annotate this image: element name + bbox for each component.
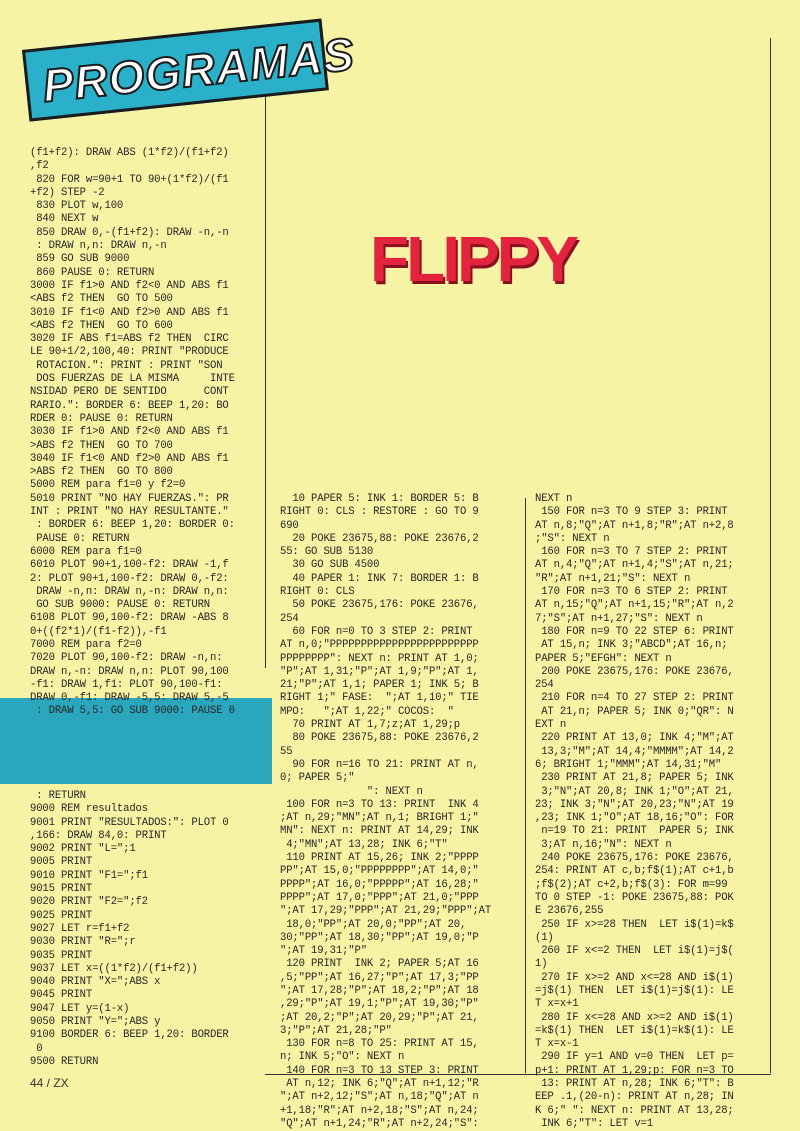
code-line: "P";AT 1,31;"P";AT 1,9;"P";AT 1, xyxy=(280,665,479,678)
code-line: "Q";AT n+1,24;"R";AT n+2,24;"S": xyxy=(280,1117,479,1130)
code-line: 6; BRIGHT 1;"MMM";AT 14,31;"M" xyxy=(535,758,722,771)
code-line: RDER 0: PAUSE 0: RETURN xyxy=(30,412,173,425)
code-line: INK 6;"T": LET v=1 xyxy=(535,1117,653,1130)
code-line: 23; INK 3;"N";AT 20,23;"N";AT 19 xyxy=(535,798,734,811)
code-line: DRAW n,-n: DRAW n,n: PLOT 90,100 xyxy=(30,665,229,678)
code-line: 50 POKE 23675,176: POKE 23676, xyxy=(280,599,479,612)
code-line: 850 DRAW 0,-(f1+f2): DRAW -n,-n xyxy=(30,226,229,239)
code-line: >ABS f2 THEN GO TO 700 xyxy=(30,439,173,452)
code-line: 9005 PRINT xyxy=(30,856,93,869)
code-line: 254 xyxy=(280,612,299,625)
code-line: ,166: DRAW 84,0: PRINT xyxy=(30,829,167,842)
code-line: : DRAW n,n: DRAW n,-n xyxy=(30,240,167,253)
code-line: ,f2 xyxy=(30,160,49,173)
code-line: AT 21,n; PAPER 5; INK 0;"QR": N xyxy=(535,705,734,718)
code-line: 9037 LET x=((1*f2)/(f1+f2)) xyxy=(30,962,198,975)
code-line: +1,18;"R";AT n+2,18;"S";AT n,24; xyxy=(280,1104,479,1117)
code-line: 210 FOR n=4 TO 27 STEP 2: PRINT xyxy=(535,692,734,705)
code-line: 7;"S";AT n+1,27;"S": NEXT n xyxy=(535,612,703,625)
code-line: 7000 REM para f2=0 xyxy=(30,638,142,651)
code-line: 250 IF x>=28 THEN LET i$(1)=k$ xyxy=(535,918,734,931)
code-line: 100 FOR n=3 TO 13: PRINT INK 4 xyxy=(280,798,479,811)
code-line: 3030 IF f1>0 AND f2<0 AND ABS f1 xyxy=(30,426,229,439)
code-line: "R";AT n+1,21;"S": NEXT n xyxy=(535,572,691,585)
code-line: 130 FOR n=8 TO 25: PRINT AT 15, xyxy=(280,1038,479,1051)
code-line: RARIO.": BORDER 6: BEEP 1,20: BO xyxy=(30,399,229,412)
code-line: n=19 TO 21: PRINT PAPER 5; INK xyxy=(535,825,734,838)
code-line: 9025 PRINT xyxy=(30,909,93,922)
code-line: 5000 REM para f1=0 y f2=0 xyxy=(30,479,186,492)
code-line: NSIDAD PERO DE SENTIDO CONT xyxy=(30,386,229,399)
code-line: LE 90+1/2,100,40: PRINT "PRODUCE xyxy=(30,346,229,359)
code-line: : DRAW 5,5: GO SUB 9000: PAUSE 0 xyxy=(30,705,235,718)
code-line: PAPER 5;"EFGH": NEXT n xyxy=(535,652,672,665)
code-line: 160 FOR n=3 TO 7 STEP 2: PRINT xyxy=(535,546,728,559)
column-divider-right xyxy=(770,38,771,1073)
code-line: 3000 IF f1>0 AND f2<0 AND ABS f1 xyxy=(30,279,229,292)
code-line: 40 PAPER 1: INK 7: BORDER 1: B xyxy=(280,572,479,585)
code-line: TO 0 STEP -1: POKE 23675,88: POK xyxy=(535,891,734,904)
code-line: 830 PLOT w,100 xyxy=(30,200,124,213)
column-divider-mid xyxy=(525,498,526,1073)
code-line: ": NEXT n xyxy=(280,785,423,798)
code-line: 110 PRINT AT 15,26; INK 2;"PPPP xyxy=(280,852,479,865)
code-line: 6010 PLOT 90+1,100-f2: DRAW -1,f xyxy=(30,559,229,572)
code-line: 840 NEXT w xyxy=(30,213,99,226)
code-line: 9015 PRINT xyxy=(30,883,93,896)
code-line: 9500 RETURN xyxy=(30,1055,99,1068)
code-line: EEP .1,(20-n): PRINT AT n,28; IN xyxy=(535,1091,734,1104)
code-line: 230 PRINT AT 21,8; PAPER 5; INK xyxy=(535,772,734,785)
code-line: 170 FOR n=3 TO 6 STEP 2: PRINT xyxy=(535,586,728,599)
code-line: =j$(1) THEN LET i$(1)=j$(1): LE xyxy=(535,984,734,997)
code-line: AT n,12; INK 6;"Q";AT n+1,12;"R xyxy=(280,1078,479,1091)
code-line: 9000 REM resultados xyxy=(30,803,148,816)
code-line: ;AT n,29;"MN";AT n,1; BRIGHT 1;" xyxy=(280,812,479,825)
code-line: 3;"N";AT 20,8; INK 1;"O";AT 21, xyxy=(535,785,734,798)
code-line: MN": NEXT n: PRINT AT 14,29; INK xyxy=(280,825,479,838)
page-number: 44 / ZX xyxy=(30,1076,69,1090)
code-line: 270 IF x>=2 AND x<=28 AND i$(1) xyxy=(535,971,734,984)
code-line: RIGHT 0: CLS xyxy=(280,586,355,599)
code-line: 200 POKE 23675,176: POKE 23676, xyxy=(535,665,734,678)
code-line: K 6;" ": NEXT n: PRINT AT 13,28; xyxy=(535,1104,734,1117)
code-line: DOS FUERZAS DE LA MISMA INTE xyxy=(30,373,235,386)
code-line: ,5;"PP";AT 16,27;"P";AT 17,3;"PP xyxy=(280,971,479,984)
code-column-1-bottom xyxy=(30,790,229,1069)
code-line: DRAW -n,n: DRAW n,-n: DRAW n,n: xyxy=(30,585,229,598)
code-line: >ABS f2 THEN GO TO 800 xyxy=(30,466,173,479)
code-line: ;AT 20,2;"P";AT 20,29;"P";AT 21, xyxy=(280,1011,479,1024)
code-line: 13: PRINT AT n,28; INK 6;"T": B xyxy=(535,1078,734,1091)
column-divider-left xyxy=(265,38,266,668)
code-line: 13,3;"M";AT 14,4;"MMMM";AT 14,2 xyxy=(535,745,734,758)
code-line: 9001 PRINT "RESULTADOS:": PLOT 0 xyxy=(30,816,229,829)
code-line: 9045 PRINT xyxy=(30,989,93,1002)
code-line: 60 FOR n=0 TO 3 STEP 2: PRINT xyxy=(280,625,473,638)
code-line: AT n,0;"PPPPPPPPPPPPPPPPPPPPPPPP xyxy=(280,639,479,652)
code-line: DRAW 0,-f1: DRAW -5,5: DRAW 5,-5 xyxy=(30,692,229,705)
code-line: 220 PRINT AT 13,0; INK 4;"M";AT xyxy=(535,732,734,745)
article-title-text: FLIPPY xyxy=(370,223,577,295)
code-line: +f2) STEP -2 xyxy=(30,186,105,199)
code-line: 21;"P";AT 1,1; PAPER 1; INK 5; B xyxy=(280,679,479,692)
code-line: 4;"MN";AT 13,28; INK 6;"T" xyxy=(280,838,448,851)
code-line: n; INK 5;"O": NEXT n xyxy=(280,1051,405,1064)
code-line: 860 PAUSE 0: RETURN xyxy=(30,266,155,279)
code-line: 9040 PRINT "X=";ABS x xyxy=(30,976,161,989)
code-line: 280 IF x<=28 AND x>=2 AND i$(1) xyxy=(535,1011,734,1024)
code-line: PPPP";AT 16,0;"PPPPP";AT 16,28;" xyxy=(280,878,479,891)
code-line: AT n,8;"Q";AT n+1,8;"R";AT n+2,8 xyxy=(535,519,734,532)
code-line: ,23; INK 1;"O";AT 18,16;"O": FOR xyxy=(535,812,734,825)
code-line: PAUSE 0: RETURN xyxy=(30,532,130,545)
section-title: PROGRAMAS xyxy=(40,27,358,112)
code-line: 150 FOR n=3 TO 9 STEP 3: PRINT xyxy=(535,506,728,519)
code-line: ;f$(2);AT c+2,b;f$(3): FOR m=99 xyxy=(535,878,728,891)
code-line: 18,0;"PP";AT 20,0;"PP";AT 20, xyxy=(280,918,467,931)
code-line: 9010 PRINT "F1=";f1 xyxy=(30,869,148,882)
code-line: 2: PLOT 90+1,100-f2: DRAW 0,-f2: xyxy=(30,572,229,585)
code-line: 10 PAPER 5: INK 1: BORDER 5: B xyxy=(280,493,479,505)
code-line: ,29;"P";AT 19,1;"P";AT 19,30;"P" xyxy=(280,998,479,1011)
code-line: 30;"PP";AT 18,30;"PP";AT 19,0;"P xyxy=(280,931,479,944)
code-line: PPPPPPPP": NEXT n: PRINT AT 1,0; xyxy=(280,652,479,665)
code-line: 9030 PRINT "R=";r xyxy=(30,936,136,949)
article-title xyxy=(370,222,577,297)
code-line: 240 POKE 23675,176: POKE 23676, xyxy=(535,852,734,865)
code-column-2 xyxy=(280,493,491,1131)
code-line: 9027 LET r=f1+f2 xyxy=(30,922,130,935)
code-line: ";AT 17,28;"P";AT 18,2;"P";AT 18 xyxy=(280,984,479,997)
code-line: 9100 BORDER 6: BEEP 1,20: BORDER xyxy=(30,1029,229,1042)
code-line: (1) xyxy=(535,931,554,944)
code-line: (f1+f2): DRAW ABS (1*f2)/(f1+f2) xyxy=(30,147,229,159)
section-banner xyxy=(22,19,358,122)
code-line: 690 xyxy=(280,519,299,532)
code-line: PPPP";AT 17,0;"PPP";AT 21,0;"PPP xyxy=(280,891,479,904)
code-line: 0; PAPER 5;" xyxy=(280,772,355,785)
code-line: 55 xyxy=(280,745,293,758)
code-line: ";AT 17,29;"PPP";AT 21,29;"PPP";AT xyxy=(280,905,492,918)
code-line: ROTACION.": PRINT : PRINT "SON xyxy=(30,359,223,372)
code-line: NEXT n xyxy=(535,493,573,505)
code-line: : RETURN xyxy=(30,790,86,802)
code-line: T x=x+1 xyxy=(535,998,579,1011)
code-line: 290 IF y=1 AND v=0 THEN LET p= xyxy=(535,1051,734,1064)
code-line: T x=x-1 xyxy=(535,1038,579,1051)
code-line: 254 xyxy=(535,679,554,692)
code-line: 7020 PLOT 90,100-f2: DRAW -n,n: xyxy=(30,652,223,665)
code-line: 120 PRINT INK 2; PAPER 5;AT 16 xyxy=(280,958,479,971)
code-line: 254: PRINT AT c,b;f$(1);AT c+1,b xyxy=(535,865,734,878)
code-line: 9020 PRINT "F2=";f2 xyxy=(30,896,148,909)
code-line: 1) xyxy=(535,958,548,971)
code-line: 3010 IF f1<0 AND f2>0 AND ABS f1 xyxy=(30,306,229,319)
code-line: INT : PRINT "NO HAY RESULTANTE." xyxy=(30,506,229,519)
code-line: 55: GO SUB 5130 xyxy=(280,546,374,559)
code-line: p+1: PRINT AT 1,29;p: FOR n=3 TO xyxy=(535,1064,734,1077)
code-line: 5010 PRINT "NO HAY FUERZAS.": PR xyxy=(30,492,229,505)
code-line: 260 IF x<=2 THEN LET i$(1)=j$( xyxy=(535,945,734,958)
code-line: 6108 PLOT 90,100-f2: DRAW -ABS 8 xyxy=(30,612,229,625)
code-line: 3;"P";AT 21,28;"P" xyxy=(280,1024,392,1037)
code-line: 20 POKE 23675,88: POKE 23676,2 xyxy=(280,532,479,545)
code-line: EXT n xyxy=(535,719,567,732)
code-line: 820 FOR w=90+1 TO 90+(1*f2)/(f1 xyxy=(30,173,229,186)
code-line: 9047 LET y=(1-x) xyxy=(30,1002,130,1015)
code-line: ";AT n+2,12;"S";AT n,18;"Q";AT n xyxy=(280,1091,479,1104)
code-line: 180 FOR n=9 TO 22 STEP 6: PRINT xyxy=(535,625,734,638)
code-line: RIGHT 1;" FASE: ";AT 1,10;" TIE xyxy=(280,692,479,705)
code-line: <ABS f2 THEN GO TO 600 xyxy=(30,319,173,332)
code-line: 0 xyxy=(30,1042,43,1055)
code-line: 3020 IF ABS f1=ABS f2 THEN CIRC xyxy=(30,333,229,346)
code-line: AT 15,n; INK 3;"ABCD";AT 16,n; xyxy=(535,639,728,652)
code-line: 9035 PRINT xyxy=(30,949,93,962)
code-line: 859 GO SUB 9000 xyxy=(30,253,130,266)
code-column-3 xyxy=(535,493,734,1131)
code-line: RIGHT 0: CLS : RESTORE : GO TO 9 xyxy=(280,506,479,519)
code-line: E 23676,255 xyxy=(535,905,604,918)
code-line: AT n,4;"Q";AT n+1,4;"S";AT n,21; xyxy=(535,559,734,572)
code-line: 9050 PRINT "Y=";ABS y xyxy=(30,1016,161,1029)
code-line: 90 FOR n=16 TO 21: PRINT AT n, xyxy=(280,758,479,771)
code-line: AT n,15;"Q";AT n+1,15;"R";AT n,2 xyxy=(535,599,734,612)
code-line: 80 POKE 23675,88: POKE 23676,2 xyxy=(280,732,479,745)
code-line: <ABS f2 THEN GO TO 500 xyxy=(30,293,173,306)
code-line: 6000 REM para f1=0 xyxy=(30,545,142,558)
code-line: 3040 IF f1<0 AND f2>0 AND ABS f1 xyxy=(30,452,229,465)
code-line: : BORDER 6: BEEP 1,20: BORDER 0: xyxy=(30,519,235,532)
code-line: 3;AT n,16;"N": NEXT n xyxy=(535,838,672,851)
code-line: =k$(1) THEN LET i$(1)=k$(1): LE xyxy=(535,1024,734,1037)
code-line: 70 PRINT AT 1,7;z;AT 1,29;p xyxy=(280,719,461,732)
code-line: 140 FOR n=3 TO 13 STEP 3: PRINT xyxy=(280,1064,479,1077)
code-line: 0+((f2*1)/(f1-f2)),-f1 xyxy=(30,625,167,638)
code-line: 9002 PRINT "L=";1 xyxy=(30,843,136,856)
code-line: PP";AT 15,0;"PPPPPPPP";AT 14,0;" xyxy=(280,865,479,878)
code-line: GO SUB 9000: PAUSE 0: RETURN xyxy=(30,599,211,612)
code-column-1-top xyxy=(30,147,235,719)
code-line: ;"S": NEXT n xyxy=(535,532,610,545)
code-line: 30 GO SUB 4500 xyxy=(280,559,380,572)
code-line: ";AT 19,31;"P" xyxy=(280,945,367,958)
code-line: MPO: ";AT 1,22;" COCOS: " xyxy=(280,705,454,718)
code-line: -f1: DRAW 1,f1: PLOT 90,100-f1: xyxy=(30,678,223,691)
